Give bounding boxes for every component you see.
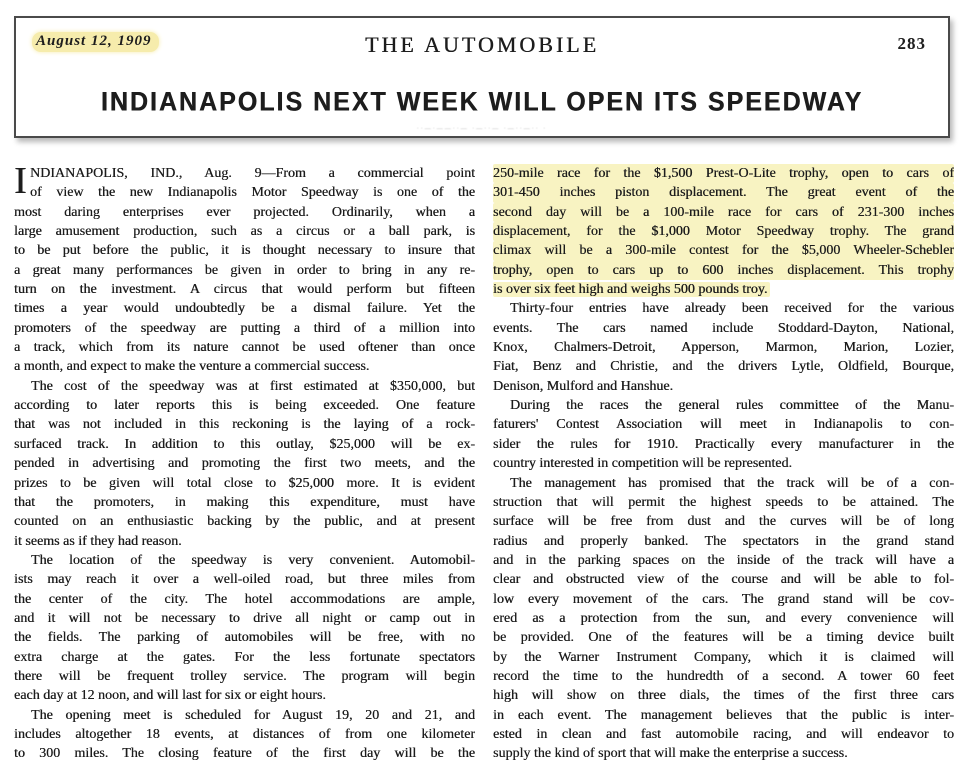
- text-line: and in the parking spaces on the inside of the track will have a: [493, 552, 954, 568]
- text-line: a track, which from its nature cannot be used oftener than once: [14, 340, 475, 356]
- text-line: [493, 280, 954, 299]
- text-line: of view the new Indianapolis Motor Speedway is one of the: [30, 185, 475, 201]
- text-line: extra charge at the gates. For the less fortunate spectators: [14, 649, 475, 665]
- text-line: displacement, for the $1,000 Motor Speedway trophy. The grand: [493, 222, 954, 241]
- text-line: faturers' Contest Association will meet in Indianapolis to con-: [493, 417, 954, 433]
- text-line: counted on an enthusiastic backing by the public, and at present: [14, 514, 475, 530]
- text-line: Denison, Mulford and Hanshue.: [493, 378, 674, 394]
- text-line: struction that will permit the highest speeds to be attained. The: [493, 494, 954, 510]
- text-line: events. The cars named include Stoddard-Dayton, National,: [493, 320, 954, 336]
- text-line: supply the kind of sport that will make the enterprise a success.: [493, 746, 848, 762]
- text-line: it seems as if they had reason.: [14, 533, 182, 549]
- highlighted-text: is over six feet high and weighs 500 pounds troy.: [493, 282, 770, 297]
- decorative-rule: ··—·——··— ·—··— ·—··—·· ·: [416, 126, 548, 132]
- text-line: according to later reports this is being exceeded. One feature: [14, 398, 475, 414]
- text-line: climax will be a 300-mile contest for the $5,000 Wheeler-Schebler: [493, 241, 954, 260]
- page-number: 283: [897, 34, 926, 53]
- article-column-right: [493, 164, 954, 764]
- article-column-left: [14, 164, 475, 764]
- text-line: The location of the speedway is very convenient. Automobil-: [31, 552, 475, 568]
- text-line: times a year would undoubtedly be a dismal failure. Yet the: [14, 301, 475, 317]
- header-box: [14, 16, 950, 138]
- text-line: a month, and expect to make the venture a commercial success.: [14, 359, 370, 375]
- text-line: each day at 12 noon, and will last for six or eight hours.: [14, 688, 326, 704]
- text-line: there will be frequent trolley service. The program will begin: [14, 668, 475, 684]
- text-line: large amusement production, such as a circus or a ball park, is: [14, 224, 475, 240]
- text-line: The cost of the speedway was at first estimated at $350,000, but: [31, 378, 475, 394]
- text-line: Knox, Chalmers-Detroit, Apperson, Marmon, Marion, Lozier,: [493, 340, 954, 356]
- text-line: the fields. The parking of automobiles will be free, with no: [14, 630, 475, 646]
- text-line: Thirty-four entries have already been received for the various: [510, 301, 954, 317]
- text-line: During the races the general rules committee of the Manu-: [510, 398, 954, 414]
- masthead-row: [16, 18, 948, 64]
- text-line: includes altogether 18 events, at distances of from one kilometer: [14, 726, 475, 742]
- text-line: turn on the investment. A circus that would perform but fifteen: [14, 282, 475, 298]
- article-headline: INDIANAPOLIS NEXT WEEK WILL OPEN ITS SPEEDWAY: [100, 87, 864, 117]
- text-line: a great many performances be given in order to bring in any re-: [14, 262, 475, 278]
- journal-title: THE AUTOMOBILE: [364, 32, 600, 57]
- text-line: high will show on three dials, the times of the first three cars: [493, 688, 954, 704]
- text-line: trophy, open to cars up to 600 inches displacement. This trophy: [493, 261, 954, 280]
- drop-cap: I: [14, 164, 27, 202]
- text-line: pended in advertising and promoting the first two meets, and the: [14, 456, 475, 472]
- text-line: surface will be free from dust and the curves will be of long: [493, 514, 954, 530]
- text-line: most daring enterprises ever projected. Ordinarily, when a: [14, 204, 475, 220]
- text-line: to 300 miles. The closing feature of the first day will be the: [14, 746, 475, 762]
- text-line: The opening meet is scheduled for August 19, 20 and 21, and: [31, 707, 475, 723]
- text-line: Fiat, Benz and Christie, and the drivers Lytle, Oldfield, Bourque,: [493, 359, 954, 375]
- text-line: country interested in competition will be represented.: [493, 456, 792, 472]
- text-line: that the promoters, in making this expenditure, must have: [14, 494, 475, 510]
- text-line: be provided. One of the features will be a timing device built: [493, 630, 954, 646]
- text-line: 250-mile race for the $1,500 Prest-O-Lite trophy, open to cars of: [493, 164, 954, 183]
- text-line: by the Warner Instrument Company, which it is claimed will: [493, 649, 954, 665]
- text-line: surfaced track. In addition to this outlay, $25,000 will be ex-: [14, 436, 475, 452]
- text-line: prizes to be given will total close to $25,000 more. It is evident: [14, 475, 475, 491]
- text-line: low every movement of the cars. The grand stand will be cov-: [493, 591, 954, 607]
- text-line: ered as a protection from the sun, and every convenience will: [493, 610, 954, 626]
- text-line: second day will be a 100-mile race for cars of 231-300 inches: [493, 203, 954, 222]
- text-line: record the time to the hundredth of a second. A tower 60 feet: [493, 668, 954, 684]
- text-line: in each event. The management believes that the public is inter-: [493, 707, 954, 723]
- text-line: and it will not be necessary to drive all night or camp out in: [14, 610, 475, 626]
- text-line: ested in clean and fast automobile racing, and will endeavor to: [493, 726, 954, 742]
- issue-date: August 12, 1909: [32, 32, 159, 52]
- text-line: ists may reach it over a well-oiled road, but three miles from: [14, 572, 475, 588]
- text-line: radius and properly banked. The spectators in the grand stand: [493, 533, 954, 549]
- text-line: the center of the city. The hotel accommodations are ample,: [14, 591, 475, 607]
- text-line: promoters of the speedway are putting a third of a million into: [14, 320, 475, 336]
- text-line: The management has promised that the track will be of a con-: [510, 475, 954, 491]
- article-body: [14, 164, 954, 764]
- text-line: that was not included in this reckoning is the laying of a rock-: [14, 417, 475, 433]
- text-line: clear and obstructed view of the course and will be able to fol-: [493, 572, 954, 588]
- text-line: 301-450 inches piston displacement. The great event of the: [493, 183, 954, 202]
- text-line: to be put before the public, it is thought necessary to insure that: [14, 243, 475, 259]
- text-line: sider the rules for 1910. Practically every manufacturer in the: [493, 436, 954, 452]
- text-line: NDIANAPOLIS, IND., Aug. 9—From a commercial point: [30, 166, 475, 181]
